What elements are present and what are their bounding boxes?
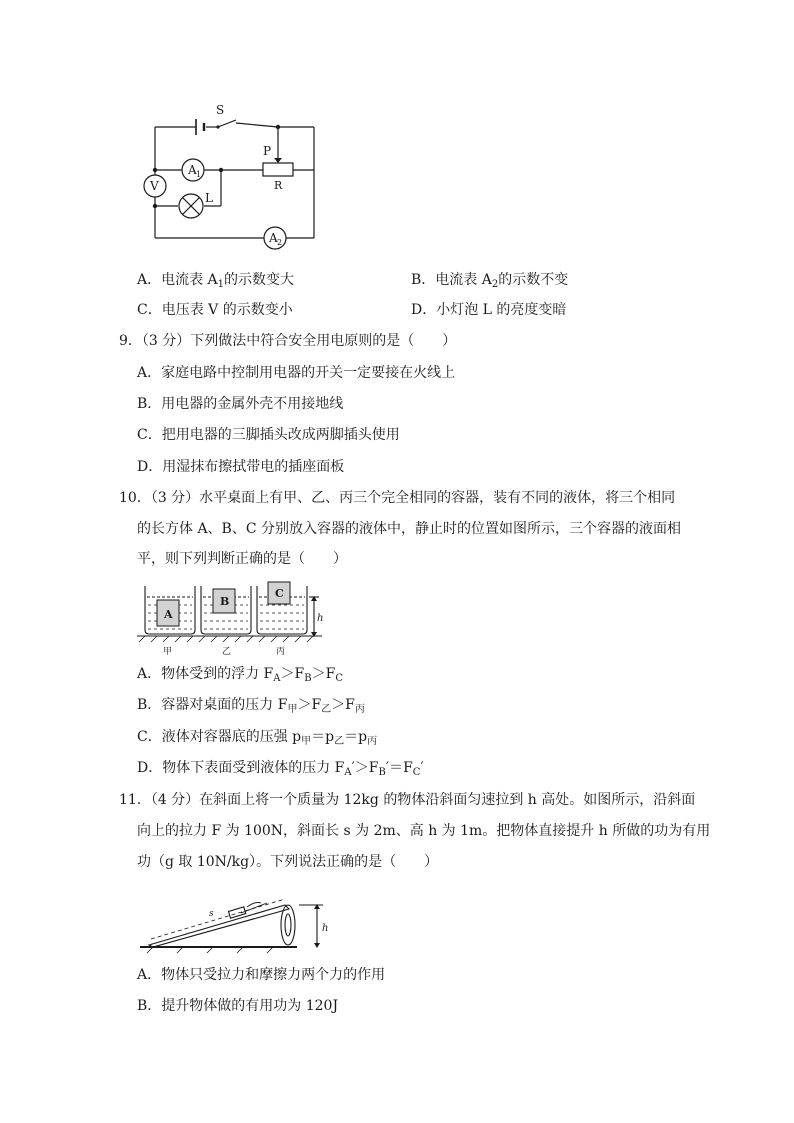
- q11-stem-line1: 11．（4 分）在斜面上将一个质量为 12kg 的物体沿斜面匀速拉到 h 高处。如图所示，沿斜面: [119, 792, 696, 808]
- block-b-label: B: [220, 595, 230, 608]
- resistor-label: R: [274, 179, 283, 192]
- ammeter-a1-subscript: 1: [196, 170, 202, 179]
- circuit-diagram: [138, 100, 338, 255]
- block-a-label: A: [164, 608, 173, 621]
- q11-option-a: A．物体只受拉力和摩擦力两个力的作用: [137, 967, 386, 983]
- incline-figure: [137, 885, 337, 955]
- h-label: h: [317, 613, 324, 624]
- voltmeter-label: V: [150, 179, 159, 193]
- q10-stem-line3: 平，则下列判断正确的是（ ）: [137, 551, 347, 567]
- slope-h-label: h: [322, 923, 329, 934]
- container-yi-label: 乙: [222, 647, 232, 657]
- q10-option-b: B．容器对桌面的压力 $F_甲>F_乙>F_丙$: [137, 697, 365, 715]
- q9-option-a: A．家庭电路中控制用电器的开关一定要接在火线上: [137, 365, 456, 381]
- lamp-label: L: [205, 191, 213, 205]
- container-bing-label: 丙: [276, 647, 286, 657]
- q10-option-c: C．液体对容器底的压强 $p_甲=p_乙=p_丙$: [137, 729, 378, 747]
- q10-option-d: D．物体下表面受到液体的压力 $F_A'>F_B'=F_C'$: [137, 760, 424, 778]
- q10-stem-line2: 的长方体 A、B、C 分别放入容器的液体中，静止时的位置如图所示，三个容器的液面相: [137, 521, 682, 537]
- ammeter-a2-subscript: 2: [277, 238, 283, 247]
- slider-label: P: [263, 144, 272, 158]
- q10-option-a: A．物体受到的浮力 $F_A>F_B>F_C$: [137, 666, 343, 684]
- slope-s-label: s: [209, 909, 214, 919]
- switch-label: S: [216, 103, 225, 117]
- q11-stem-line3: 功（g 取 10N/kg）。下列说法正确的是（ ）: [137, 854, 439, 870]
- q8-option-a: A．电流表 $A_1$的示数变大: [137, 272, 295, 290]
- ammeter-a1-label: A: [188, 163, 197, 177]
- q9-option-c: C．把用电器的三脚插头改成两脚插头使用: [137, 427, 400, 443]
- ammeter-a2-label: A: [269, 231, 278, 245]
- q11-option-b: B．提升物体做的有用功为 120J: [137, 998, 339, 1014]
- q11-stem-line2: 向上的拉力 F 为 100N，斜面长 s 为 2m、高 h 为 1m。把物体直接提升 h 所做的功为有用: [137, 823, 711, 839]
- q9-option-d: D．用湿抹布擦拭带电的插座面板: [137, 459, 345, 475]
- block-c-label: C: [275, 587, 284, 600]
- q8-option-c: C．电压表 V 的示数变小: [137, 302, 293, 318]
- q8-option-d: D．小灯泡 L 的亮度变暗: [411, 302, 567, 318]
- q9-stem: 9．（3 分）下列做法中符合安全用电原则的是（ ）: [119, 333, 457, 349]
- containers-figure: [137, 580, 337, 658]
- q9-option-b: B．用电器的金属外壳不用接地线: [137, 396, 344, 412]
- q8-option-b: B．电流表 $A_2$的示数不变: [411, 272, 569, 290]
- q10-stem-line1: 10．（3 分）水平桌面上有甲、乙、丙三个完全相同的容器，装有不同的液体，将三个相同: [119, 490, 676, 506]
- container-jia-label: 甲: [163, 647, 173, 657]
